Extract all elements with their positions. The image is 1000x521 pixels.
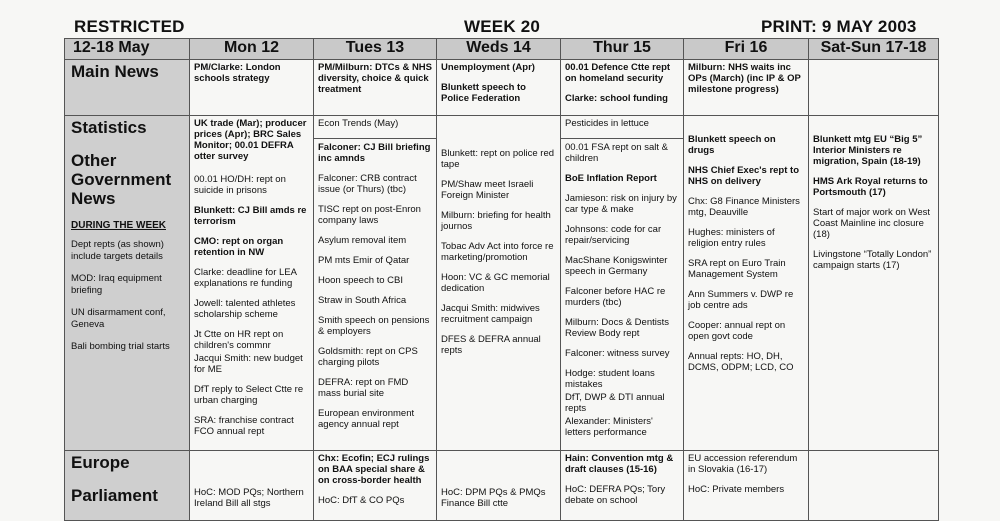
list-item: SRA rept on Euro Train Management System	[688, 258, 786, 280]
list-item: Blunkett speech to Police Federation	[441, 82, 526, 104]
main-news-mon	[190, 60, 314, 116]
list-item: Jamieson: risk on injury by car type & make	[565, 193, 677, 215]
stats-mon	[190, 116, 314, 451]
list-item: Hain: Convention mtg & draft clauses (15-16)	[565, 453, 674, 475]
europe-row	[65, 451, 939, 521]
col-header-thu: Thur 15	[561, 39, 684, 60]
list-item: Asylum removal item	[318, 235, 407, 246]
main-news-wed	[437, 60, 561, 116]
europe-label-cell	[65, 451, 190, 521]
list-item: 00.01 HO/DH: rept on suicide in prisons	[194, 174, 286, 196]
list-item: HoC: DPM PQs & PMQs Finance Bill ctte	[441, 487, 546, 509]
list-item: Falconer: CRB contract issue (or Thurs) (tbc)	[318, 173, 417, 195]
list-item: MacShane Konigswinter speech in Germany	[565, 255, 668, 277]
list-item: Hoon speech to CBI	[318, 275, 404, 286]
stats-thu	[561, 116, 684, 451]
stats-row	[65, 116, 939, 451]
list-item: HoC: DfT & CO PQs	[318, 495, 405, 506]
main-news-label: Main News	[71, 62, 159, 81]
list-item: 00.01 Defence Ctte rept on homeland security	[565, 62, 671, 84]
column-header-row	[65, 39, 939, 60]
stats-fri	[684, 116, 809, 451]
list-item: PM mts Emir of Qatar	[318, 255, 410, 266]
other-gov-news-label: Other Government News	[71, 151, 172, 208]
list-item: DfT reply to Select Ctte re urban charging	[194, 384, 304, 406]
col-header-week-range: 12-18 May	[65, 39, 190, 60]
europe-thu	[561, 451, 684, 521]
list-item: Blunkett mtg EU “Big 5” Interior Ministers re migration, Spain (18-19)	[813, 134, 923, 167]
list-item: Econ Trends (May)	[318, 118, 399, 129]
col-header-wed: Weds 14	[437, 39, 561, 60]
list-item: NHS Chief Exec's rept to NHS on delivery	[688, 165, 800, 187]
list-item: Falconer: witness survey	[565, 348, 670, 359]
list-item: CMO: rept on organ retention in NW	[194, 236, 284, 258]
list-item: Bali bombing trial starts	[71, 341, 170, 352]
list-item: Tobac Adv Act into force re marketing/promotion	[441, 241, 554, 263]
main-news-weekend	[809, 60, 939, 116]
col-header-mon: Mon 12	[190, 39, 314, 60]
list-item: Livingstone “Totally London” campaign starts (17)	[813, 249, 932, 271]
stats-weekend	[809, 116, 939, 451]
list-item: DFES & DEFRA annual repts	[441, 334, 541, 356]
list-item: HoC: MOD PQs; Northern Ireland Bill all stgs	[194, 487, 304, 509]
list-item: UK trade (Mar); producer prices (Apr); BRC Sales Monitor; 00.01 DEFRA otter survey	[194, 118, 307, 162]
list-item: Hoon: VC & GC memorial dedication	[441, 272, 550, 294]
europe-wed	[437, 451, 561, 521]
col-header-weekend: Sat-Sun 17-18	[809, 39, 939, 60]
restricted-label: RESTRICTED	[74, 17, 185, 36]
col-header-fri: Fri 16	[684, 39, 809, 60]
list-item: Blunkett: rept on police red tape	[441, 148, 555, 170]
list-item: Milburn: Docs & Dentists Review Body rept	[565, 317, 670, 339]
list-item: Johnsons: code for car repair/servicing	[565, 224, 662, 246]
list-item: Hodge: student loans mistakes	[565, 368, 655, 390]
list-item: Unemployment (Apr)	[441, 62, 535, 73]
list-item: Start of major work on West Coast Mainline inc closure (18)	[813, 207, 931, 240]
main-news-label-cell	[65, 60, 190, 116]
list-item: HMS Ark Royal returns to Portsmouth (17)	[813, 176, 928, 198]
main-news-tue	[314, 60, 437, 116]
list-item: PM/Milburn: DTCs & NHS diversity, choice & quick treatment	[318, 62, 432, 95]
list-item: DEFRA: rept on FMD mass burial site	[318, 377, 409, 399]
list-item: Clarke: school funding	[565, 93, 668, 104]
list-item: Blunkett speech on drugs	[688, 134, 776, 156]
statistics-label: Statistics	[71, 118, 147, 137]
europe-tue	[314, 451, 437, 521]
list-item: Jt Ctte on HR rept on children's commnr	[194, 329, 284, 351]
list-item: Smith speech on pensions & employers	[318, 315, 430, 337]
list-item: HoC: Private members	[688, 484, 785, 495]
col-header-tue: Tues 13	[314, 39, 437, 60]
list-item: Jowell: talented athletes scholarship scheme	[194, 298, 296, 320]
schedule-grid	[64, 38, 939, 521]
print-date-label: PRINT: 9 MAY 2003	[761, 17, 917, 36]
stats-label-cell	[65, 116, 190, 451]
list-item: Annual repts: HO, DH, DCMS, ODPM; LCD, CO	[688, 351, 794, 373]
list-item: Pesticides in lettuce	[565, 118, 649, 129]
list-item: HoC: DEFRA PQs; Tory debate on school	[565, 484, 666, 506]
list-item: BoE Inflation Report	[565, 173, 657, 184]
list-item: Chx: G8 Finance Ministers mtg, Deauville	[688, 196, 800, 218]
list-item: Goldsmith: rept on CPS charging pilots	[318, 346, 418, 368]
main-news-fri	[684, 60, 809, 116]
list-item: UN disarmament conf, Geneva	[71, 307, 166, 330]
europe-label: Europe	[71, 453, 130, 472]
list-item: TISC rept on post-Enron company laws	[318, 204, 421, 226]
stats-wed	[437, 116, 561, 451]
list-item: DfT, DWP & DTI annual repts	[565, 392, 665, 414]
list-item: Falconer before HAC re murders (tbc)	[565, 286, 666, 308]
list-item: Ann Summers v. DWP re job centre ads	[688, 289, 794, 311]
list-item: Jacqui Smith: midwives recruitment campaign	[441, 303, 540, 325]
stats-tue	[314, 116, 437, 451]
parliament-label: Parliament	[71, 486, 158, 505]
list-item: PM/Shaw meet Israeli Foreign Minister	[441, 179, 534, 201]
main-news-row	[65, 60, 939, 116]
list-item: 00.01 FSA rept on salt & children	[565, 142, 668, 164]
list-item: SRA: franchise contract FCO annual rept	[194, 415, 294, 437]
list-item: Dept repts (as shown) include targets details	[71, 239, 164, 262]
list-item: Milburn: NHS waits inc OPs (March) (inc IP & OP milestone progress)	[688, 62, 801, 95]
list-item: Cooper: annual rept on open govt code	[688, 320, 786, 342]
during-week-heading: DURING THE WEEK	[71, 220, 166, 231]
europe-fri	[684, 451, 809, 521]
list-item: Alexander: Ministers' letters performance	[565, 416, 653, 438]
list-item: Straw in South Africa	[318, 295, 407, 306]
main-news-thu	[561, 60, 684, 116]
list-item: Milburn: briefing for health journos	[441, 210, 551, 232]
list-item: Hughes: ministers of religion entry rules	[688, 227, 775, 249]
week-label: WEEK 20	[464, 17, 541, 36]
list-item: Blunkett: CJ Bill amds re terrorism	[194, 205, 307, 227]
list-item: EU accession referendum in Slovakia (16-17)	[688, 453, 798, 475]
list-item: Chx: Ecofin; ECJ rulings on BAA special share & on cross-border health	[318, 453, 430, 486]
list-item: PM/Clarke: London schools strategy	[194, 62, 281, 84]
list-item: MOD: Iraq equipment briefing	[71, 273, 162, 296]
list-item: Jacqui Smith: new budget for ME	[194, 353, 303, 375]
list-item: European environment agency annual rept	[318, 408, 415, 430]
europe-weekend	[809, 451, 939, 521]
list-item: Clarke: deadline for LEA explanations re funding	[194, 267, 297, 289]
europe-mon	[190, 451, 314, 521]
list-item: Falconer: CJ Bill briefing inc amnds	[318, 142, 431, 164]
